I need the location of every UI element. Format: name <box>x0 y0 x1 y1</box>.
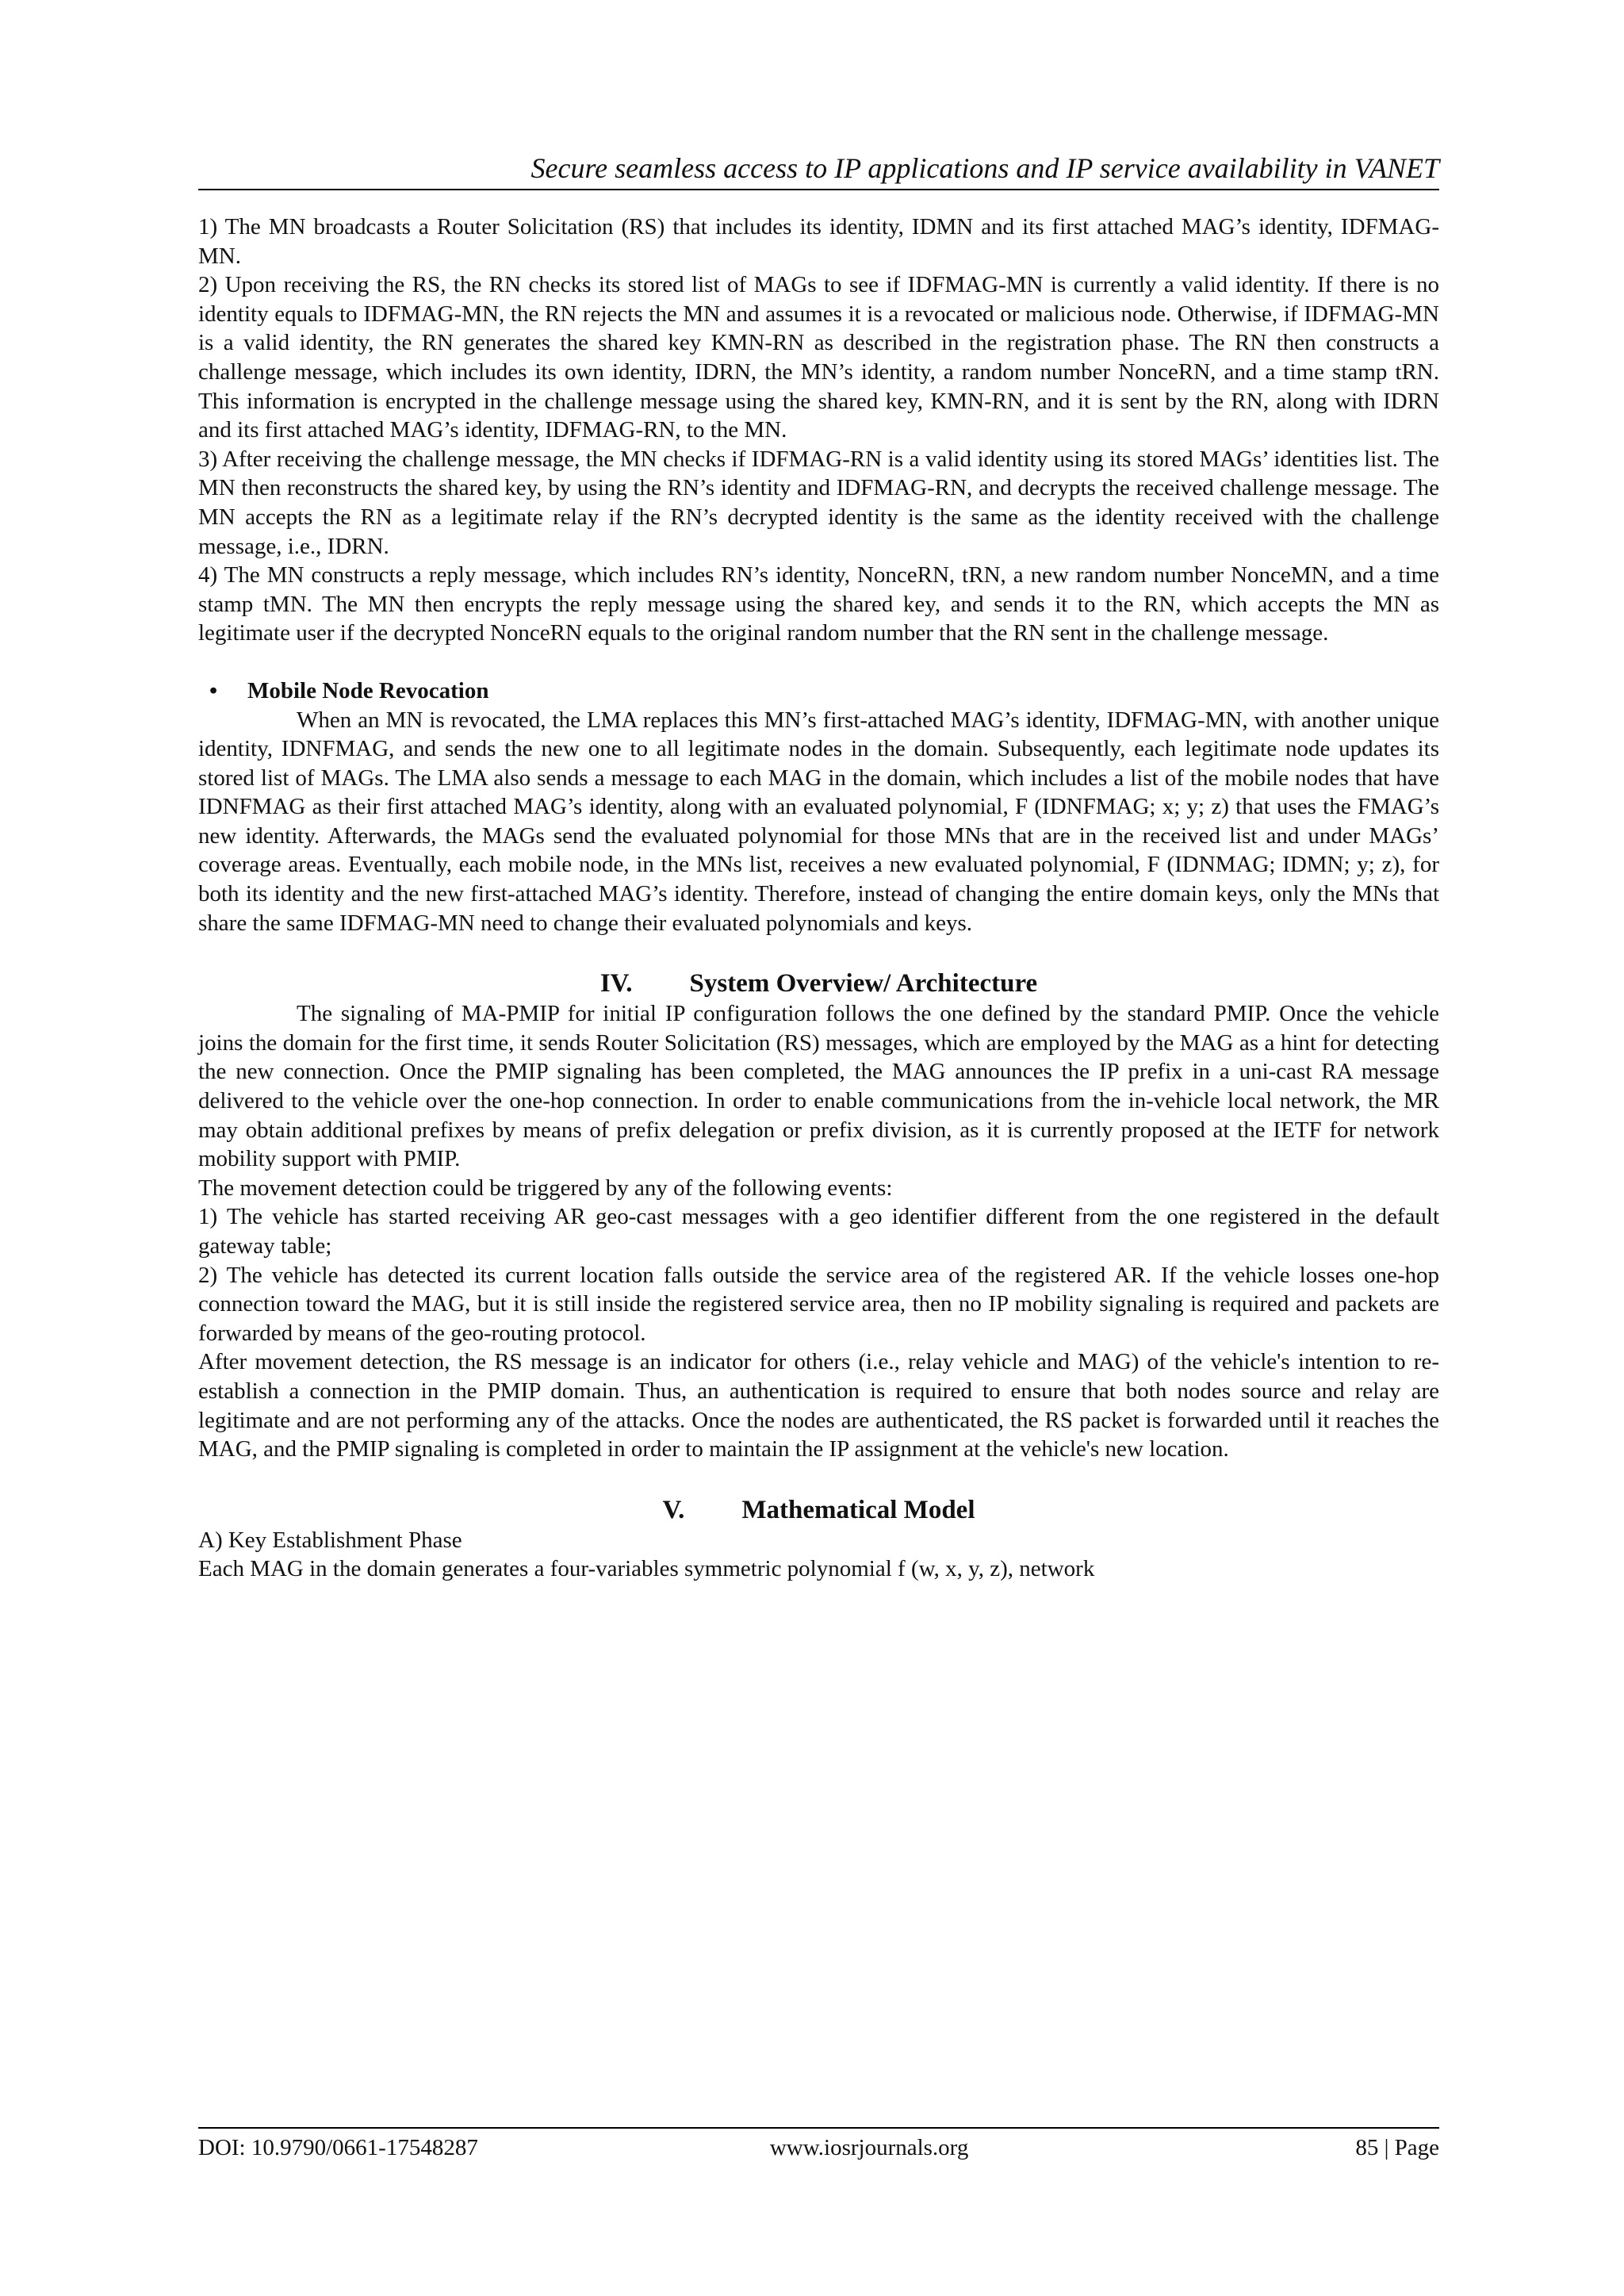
page-footer <box>198 2127 1439 2162</box>
section-4-paragraph-5: After movement detection, the RS message is an indicator for others (i.e., relay vehicle and MAG) of the vehicle's intention to re-establish a connection in the PMIP domain. Thus, an authentication is required to ensure that both nodes source and relay are legitimate and are not performing any of the attacks. Once the nodes are authenticated, the RS packet is forwarded until it reaches the MAG, and the PMIP signaling is completed in order to maintain the IP assignment at the vehicle's new location. <box>198 1349 1439 1462</box>
section-4-title: System Overview/ Architecture <box>689 969 1038 999</box>
section-5-subheading: A) Key Establishment Phase <box>198 1527 462 1553</box>
step-4: 4) The MN constructs a reply message, which includes RN’s identity, NonceRN, tRN, a new random number NonceMN, and a time stamp tMN. The MN then encrypts the reply message using the shared key, and sends it to the RN, which accepts the MN as legitimate user if the decrypted NonceRN equals to the original random number that the RN sent in the challenge message. <box>198 562 1439 646</box>
footer-page-number: 85 | Page <box>1355 2135 1439 2160</box>
body-text <box>198 213 1439 1584</box>
revocation-heading <box>198 677 1439 706</box>
section-4-paragraph-1: The signaling of MA-PMIP for initial IP configuration follows the one defined by the standard PMIP. Once the vehicle joins the domain for the first time, it sends Router Solicitation (RS) messages, which are employed by the MAG as a hint for detecting the new connection. Once the PMIP signaling has been completed, the MAG announces the IP prefix in a uni-cast RA message delivered to the vehicle over the one-hop connection. In order to enable communications from the in-vehicle local network, the MR may obtain additional prefixes by means of prefix delegation or prefix division, as it is currently proposed at the IETF for network mobility support with PMIP. <box>198 1001 1439 1172</box>
section-5-title: Mathematical Model <box>741 1495 975 1524</box>
running-header: Secure seamless access to IP applications and IP service availability in VANET <box>198 151 1439 190</box>
step-1: 1) The MN broadcasts a Router Solicitation (RS) that includes its identity, IDMN and its first attached MAG’s identity, IDFMAG-MN. <box>198 214 1439 269</box>
section-4-paragraph-4: 2) The vehicle has detected its current location falls outside the service area of the registered AR. If the vehicle losses one-hop connection toward the MAG, but it is still inside the registered service area, then no IP mobility signaling is required and packets are forwarded by means of the geo-routing protocol. <box>198 1262 1439 1346</box>
revocation-heading-text: Mobile Node Revocation <box>247 677 489 703</box>
step-3: 3) After receiving the challenge message, the MN checks if IDFMAG-RN is a valid identity using its stored MAGs’ identities list. The MN then reconstructs the shared key, by using the RN’s identity and IDFMAG-RN, and decrypts the received challenge message. The MN accepts the RN as a legitimate relay if the RN’s decrypted identity is the same as the identity received with the challenge message, i.e., IDRN. <box>198 446 1439 559</box>
section-4-heading <box>198 968 1439 999</box>
section-4-paragraph-3: 1) The vehicle has started receiving AR geo-cast messages with a geo identifier different from the one registered in the default gateway table; <box>198 1204 1439 1259</box>
step-2: 2) Upon receiving the RS, the RN checks its stored list of MAGs to see if IDFMAG-MN is currently a valid identity. If there is no identity equals to IDFMAG-MN, the RN rejects the MN and assumes it is a revocated or malicious node. Otherwise, if IDFMAG-MN is a valid identity, the RN generates the shared key KMN-RN as described in the registration phase. The RN then constructs a challenge message, which includes its own identity, IDRN, the MN’s identity, a random number NonceRN, and a time stamp tRN. This information is encrypted in the challenge message using the shared key, KMN-RN, and it is sent by the RN, along with IDRN and its first attached MAG’s identity, IDFMAG-RN, to the MN. <box>198 272 1439 443</box>
section-5-number: V. <box>662 1495 685 1524</box>
footer-website: www.iosrjournals.org <box>769 2135 969 2160</box>
bullet-icon: • <box>209 677 218 703</box>
section-5-paragraph: Each MAG in the domain generates a four-variables symmetric polynomial f (w, x, y, z), network <box>198 1556 1095 1582</box>
revocation-paragraph: When an MN is revocated, the LMA replaces this MN’s first-attached MAG’s identity, IDFMAG-MN, with another unique identity, IDNFMAG, and sends the new one to all legitimate nodes in the domain. Subsequently, each legitimate node updates its stored list of MAGs. The LMA also sends a message to each MAG in the domain, which includes a list of the mobile nodes that have IDNFMAG as their first attached MAG’s identity, along with an evaluated polynomial, F (IDNFMAG; x; y; z) that uses the FMAG’s new identity. Afterwards, the MAGs send the evaluated polynomial for those MNs that are in the received list and under MAGs’ coverage areas. Eventually, each mobile node, in the MNs list, receives a new evaluated polynomial, F (IDNMAG; IDMN; y; z), for both its identity and the new first-attached MAG’s identity. Therefore, instead of changing the entire domain keys, only the MNs that share the same IDFMAG-MN need to change their evaluated polynomials and keys. <box>198 707 1439 936</box>
footer-doi: DOI: 10.9790/0661-17548287 <box>198 2135 478 2160</box>
section-4-paragraph-2: The movement detection could be triggered by any of the following events: <box>198 1175 893 1201</box>
section-4-number: IV. <box>599 969 633 999</box>
page-content <box>198 151 1439 1584</box>
section-5-heading <box>198 1494 1439 1526</box>
